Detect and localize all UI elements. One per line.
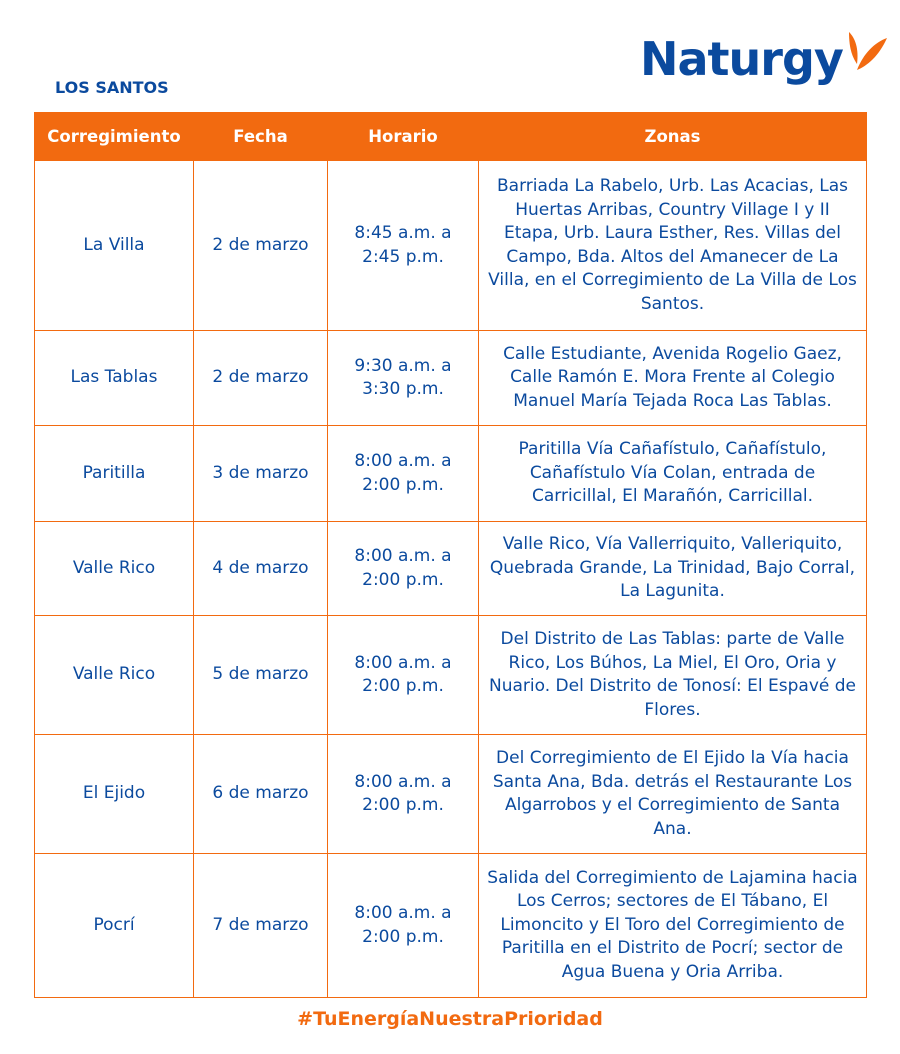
- header-corregimiento: Corregimiento: [35, 113, 194, 161]
- schedule-table: [34, 112, 867, 998]
- horario-end: 2:00 p.m.: [362, 676, 444, 696]
- corregimiento-cell: Paritilla: [35, 426, 194, 522]
- corregimiento-cell: Valle Rico: [35, 522, 194, 616]
- horario-start: 8:00 a.m. a: [354, 652, 452, 673]
- horario-start: 8:00 a.m. a: [354, 903, 452, 923]
- table-row: [35, 331, 867, 426]
- zonas-cell: Del Corregimiento de El Ejido la Vía hacia Santa Ana, Bda. detrás el Restaurante Los Algarrobos y el Corregimiento de Santa Ana.: [479, 735, 867, 854]
- logo-wordmark: Naturgy: [640, 32, 843, 86]
- corregimiento-cell: Valle Rico: [35, 616, 194, 735]
- header-fecha: Fecha: [194, 113, 328, 161]
- table-header: [35, 113, 867, 161]
- horario-end: 2:00 p.m.: [362, 795, 444, 815]
- table-row: [35, 522, 867, 616]
- horario-cell: [328, 161, 479, 331]
- horario-end: 2:00 p.m.: [362, 474, 444, 495]
- corregimiento-cell: La Villa: [35, 161, 194, 331]
- horario-start: 8:00 a.m. a: [354, 451, 452, 471]
- header-horario: Horario: [328, 113, 479, 161]
- horario-start: 8:00 a.m. a: [354, 546, 452, 566]
- fecha-cell: 3 de marzo: [194, 426, 328, 522]
- zonas-cell: Valle Rico, Vía Vallerriquito, Valleriquito, Quebrada Grande, La Trinidad, Bajo Corral, La Lagunita.: [479, 522, 867, 616]
- header-zonas: Zonas: [479, 113, 867, 161]
- horario-cell: [328, 331, 479, 426]
- fecha-cell: 7 de marzo: [194, 854, 328, 998]
- butterfly-icon: [845, 30, 889, 78]
- table-row: [35, 161, 867, 331]
- fecha-cell: 2 de marzo: [194, 331, 328, 426]
- horario-start: 9:30 a.m. a: [354, 355, 452, 376]
- horario-end: 2:00 p.m.: [362, 569, 444, 590]
- corregimiento-cell: Las Tablas: [35, 331, 194, 426]
- horario-cell: [328, 735, 479, 854]
- zonas-cell: Paritilla Vía Cañafístulo, Cañafístulo, Cañafístulo Vía Colan, entrada de Carricillal, El Marañón, Carricillal.: [479, 426, 867, 522]
- horario-cell: [328, 522, 479, 616]
- zonas-cell: Calle Estudiante, Avenida Rogelio Gaez, Calle Ramón E. Mora Frente al Colegio Manuel María Tejada Roca Las Tablas.: [479, 331, 867, 426]
- fecha-cell: 2 de marzo: [194, 161, 328, 331]
- region-title: LOS SANTOS: [55, 78, 169, 97]
- horario-end: 2:00 p.m.: [362, 926, 444, 947]
- horario-end: 2:45 p.m.: [362, 246, 444, 267]
- corregimiento-cell: El Ejido: [35, 735, 194, 854]
- naturgy-logo: [640, 32, 889, 86]
- fecha-cell: 6 de marzo: [194, 735, 328, 854]
- zonas-cell: Del Distrito de Las Tablas: parte de Valle Rico, Los Búhos, La Miel, El Oro, Oria y Nuario. Del Distrito de Tonosí: El Espavé de Flores.: [479, 616, 867, 735]
- horario-cell: [328, 616, 479, 735]
- horario-cell: [328, 854, 479, 998]
- zonas-cell: Salida del Corregimiento de Lajamina hacia Los Cerros; sectores de El Tábano, El Limoncito y El Toro del Corregimiento de Paritilla en el Distrito de Pocrí; sector de Agua Buena y Oria Arriba.: [479, 854, 867, 998]
- horario-start: 8:00 a.m. a: [354, 771, 452, 792]
- horario-start: 8:45 a.m. a: [354, 223, 452, 243]
- zonas-cell: Barriada La Rabelo, Urb. Las Acacias, Las Huertas Arribas, Country Village I y II Etapa, Urb. Laura Esther, Res. Villas del Campo, Bda. Altos del Amanecer de La Villa, en el Corregimiento de La Villa de Los Santos.: [479, 161, 867, 331]
- corregimiento-cell: Pocrí: [35, 854, 194, 998]
- horario-cell: [328, 426, 479, 522]
- table-row: [35, 616, 867, 735]
- hashtag-footer: #TuEnergíaNuestraPrioridad: [297, 1008, 603, 1030]
- table-row: [35, 854, 867, 998]
- table-row: [35, 735, 867, 854]
- fecha-cell: 5 de marzo: [194, 616, 328, 735]
- horario-end: 3:30 p.m.: [362, 379, 444, 399]
- fecha-cell: 4 de marzo: [194, 522, 328, 616]
- table-row: [35, 426, 867, 522]
